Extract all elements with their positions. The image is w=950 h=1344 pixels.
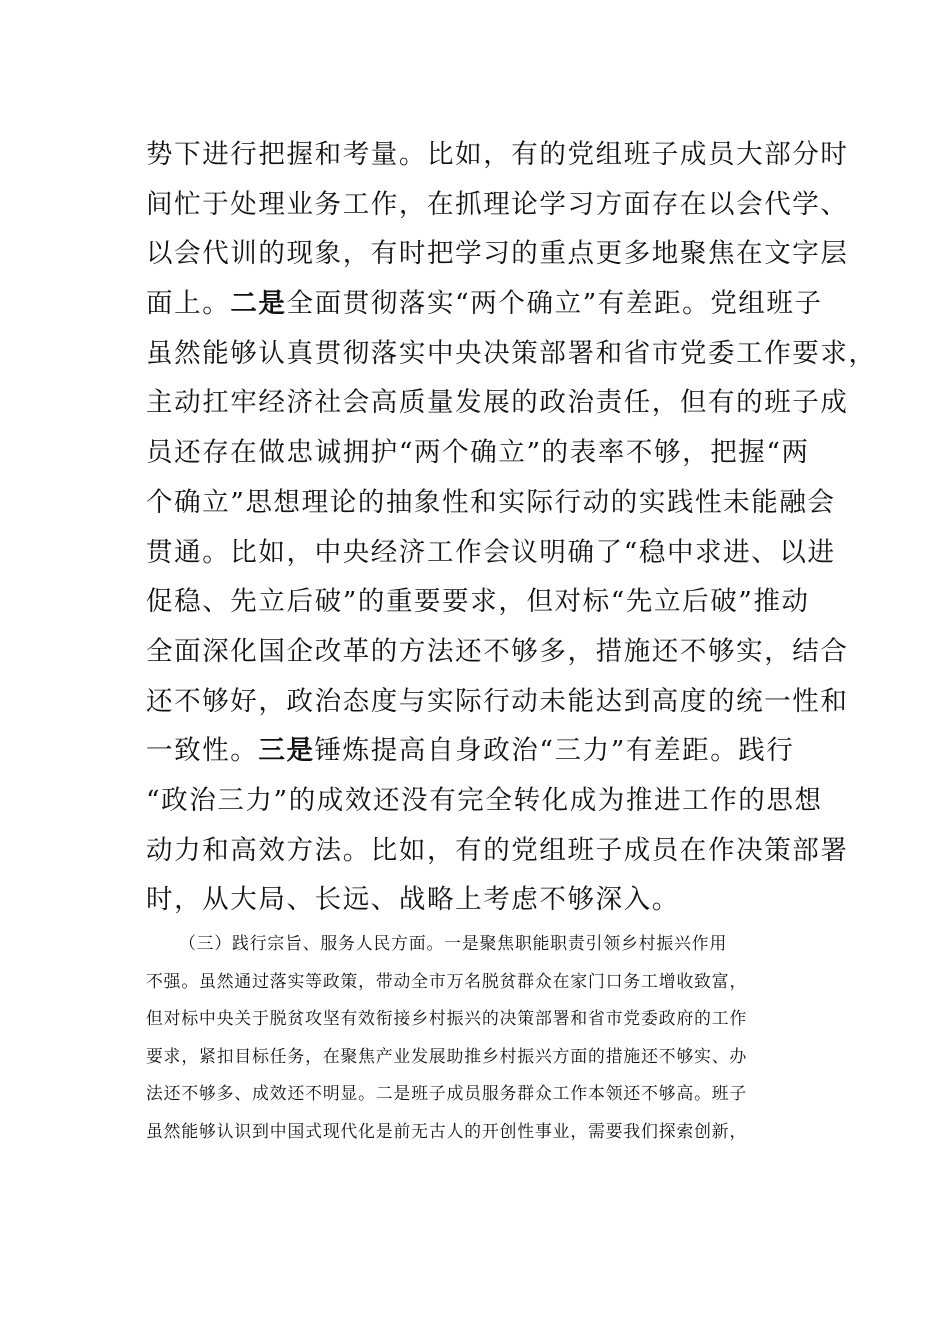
text-segment: 以会代训的现象，有时把学习的重点更多地聚焦在文字层 [146, 238, 849, 270]
text-line: 要求，紧扣目标任务，在聚焦产业发展助推乡村振兴方面的措施还不够实、办 [146, 1045, 748, 1066]
text-line [146, 180, 849, 230]
text-segment: 贯通。比如，中央经济工作会议明确了“稳中求进、以进 [146, 536, 836, 568]
bold-lead-term: 三是 [258, 735, 315, 767]
text-segment: 员还存在做忠诚拥护“两个确立”的表率不够，把握“两 [146, 437, 810, 469]
text-segment: 虽然能够认真贯彻落实中央决策部署和省市党委工作要求， [146, 337, 877, 369]
text-line: 虽然能够认识到中国式现代化是前无古人的开创性事业，需要我们探索创新， [146, 1120, 748, 1141]
text-line: 不强。虽然通过落实等政策，带动全市万名脱贫群众在家门口务工增收致富， [146, 970, 748, 991]
text-line [146, 726, 795, 776]
text-segment: 促稳、先立后破”的重要要求，但对标“先立后破”推动 [146, 586, 810, 618]
text-line: 法还不够多、成效还不明显。二是班子成员服务群众工作本领还不够高。班子 [146, 1083, 748, 1103]
text-segment: 间忙于处理业务工作，在抓理论学习方面存在以会代学、 [146, 188, 849, 220]
text-segment: “政治三力”的成效还没有完全转化成为推进工作的思想 [146, 784, 823, 816]
text-line [146, 378, 849, 428]
paragraph-large [146, 130, 877, 925]
section-heading-line: （三）践行宗旨、服务人民方面。一是聚焦职能职责引领乡村振兴作用 [179, 933, 728, 953]
text-segment: 全面贯彻落实“两个确立”有差距。党组班子 [286, 288, 823, 320]
text-line [146, 577, 810, 627]
text-segment: 锤炼提高自身政治“三力”有差距。践行 [314, 735, 795, 767]
text-line [146, 428, 810, 478]
text-segment: 势下进行把握和考量。比如，有的党组班子成员大部分时 [146, 139, 849, 170]
text-segment: 个确立”思想理论的抽象性和实际行动的实践性未能融会 [146, 486, 836, 518]
text-segment: 主动扛牢经济社会高质量发展的政治责任，但有的班子成 [146, 387, 849, 419]
text-segment: 时，从大局、长远、战略上考虑不够深入。 [146, 884, 680, 916]
text-line [146, 875, 786, 925]
text-line: 但对标中央关于脱贫攻坚有效衔接乡村振兴的决策部署和省市党委政府的工作 [146, 1008, 748, 1028]
text-line [146, 627, 849, 677]
text-line [146, 478, 836, 528]
text-line [146, 528, 836, 578]
paragraph-small [146, 925, 796, 1150]
text-segment: 一致性。 [146, 735, 259, 767]
text-segment: 动力和高效方法。比如，有的党组班子成员在作决策部署 [146, 834, 849, 866]
text-segment: 还不够好，政治态度与实际行动未能达到高度的统一性和 [146, 685, 849, 717]
text-line [146, 229, 849, 279]
text-line [146, 826, 849, 876]
bold-lead-term: 二是 [230, 288, 287, 320]
text-line [146, 329, 877, 379]
text-line [146, 279, 823, 329]
text-line [146, 677, 849, 727]
text-line [146, 776, 823, 826]
text-line [146, 130, 849, 180]
text-segment: 全面深化国企改革的方法还不够多，措施还不够实，结合 [146, 635, 849, 667]
text-segment: 面上。 [146, 288, 231, 320]
